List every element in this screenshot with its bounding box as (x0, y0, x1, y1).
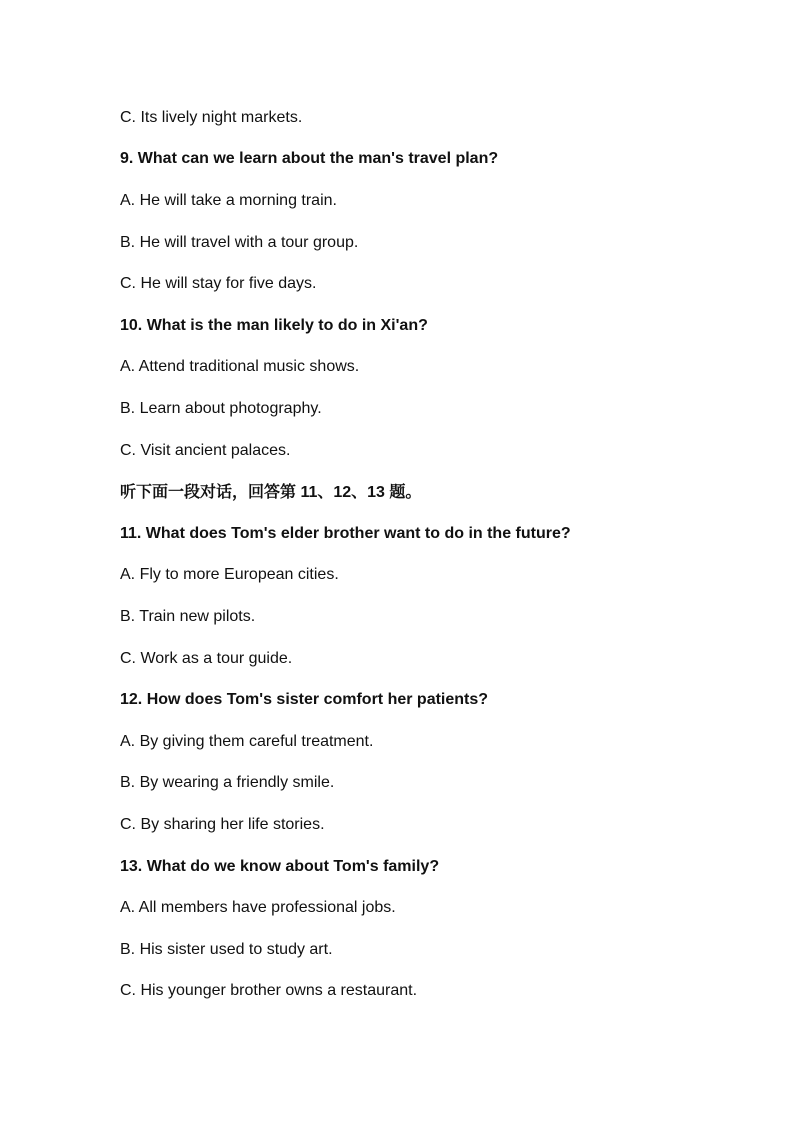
q9-option-c: C. He will stay for five days. (120, 275, 317, 292)
q13-option-a: A. All members have professional jobs. (120, 899, 396, 916)
q11-option-c: C. Work as a tour guide. (120, 650, 293, 667)
q13-option-b: B. His sister used to study art. (120, 941, 333, 958)
q12-option-a: A. By giving them careful treatment. (120, 733, 374, 750)
q12-option-b: B. By wearing a friendly smile. (120, 774, 335, 791)
question-12: 12. How does Tom's sister comfort her patients? (120, 691, 489, 708)
q9-option-b: B. He will travel with a tour group. (120, 234, 359, 251)
q10-option-b: B. Learn about photography. (120, 400, 322, 417)
question-13: 13. What do we know about Tom's family? (120, 858, 440, 875)
q9-option-a: A. He will take a morning train. (120, 192, 337, 209)
section-instruction: 听下面一段对话，回答第 11、12、13 题。 (120, 484, 422, 501)
question-10: 10. What is the man likely to do in Xi'an? (120, 317, 428, 334)
q10-option-a: A. Attend traditional music shows. (120, 358, 360, 375)
question-9: 9. What can we learn about the man's travel plan? (120, 150, 499, 167)
q11-option-b: B. Train new pilots. (120, 608, 256, 625)
q12-option-c: C. By sharing her life stories. (120, 816, 325, 833)
q8-option-c: C. Its lively night markets. (120, 109, 303, 126)
q13-option-c: C. His younger brother owns a restaurant. (120, 982, 418, 999)
q11-option-a: A. Fly to more European cities. (120, 566, 339, 583)
question-11: 11. What does Tom's elder brother want to do in the future? (120, 525, 571, 542)
q10-option-c: C. Visit ancient palaces. (120, 442, 291, 459)
